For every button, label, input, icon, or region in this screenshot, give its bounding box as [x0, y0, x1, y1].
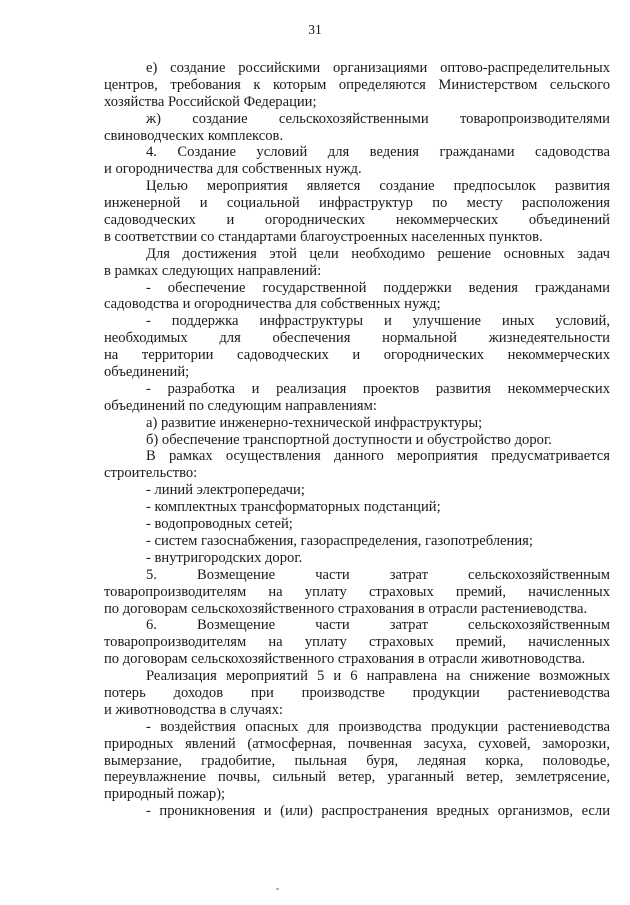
text-line: Для достижения этой цели необходимо решение основных задач [146, 245, 610, 262]
text-line: объединений; [104, 364, 190, 381]
text-line: товаропроизводителям на уплату страховых премий, начисленных [104, 634, 610, 651]
text-line: - водопроводных сетей; [146, 516, 293, 533]
text-line: 6. Возмещение части затрат сельскохозяйственным [146, 617, 610, 634]
text-line: - поддержка инфраструктуры и улучшение иных условий, [146, 313, 610, 330]
text-line: - внутригородских дорог. [146, 549, 303, 566]
text-line: а) развитие инженерно-технической инфраструктуры; [146, 414, 483, 431]
text-line: товаропроизводителям на уплату страховых премий, начисленных [104, 583, 610, 600]
text-line: садоводческих и огороднических некоммерческих объединений [104, 212, 610, 229]
text-line: е) создание российскими организациями оптово-распределительных [146, 60, 610, 76]
scan-artifact [276, 888, 279, 890]
text-line: - линий электропередачи; [146, 482, 305, 499]
document-body [104, 60, 610, 820]
text-line: - воздействия опасных для производства продукции растениеводства [146, 718, 610, 735]
text-line: в соответствии со стандартами благоустроенных населенных пунктов. [104, 228, 543, 245]
text-line: необходимых для обеспечения нормальной жизнедеятельности [104, 330, 610, 347]
text-line: свиноводческих комплексов. [104, 127, 284, 144]
text-line: в рамках следующих направлений: [104, 262, 322, 279]
text-line: на территории садоводческих и огороднических некоммерческих [104, 347, 610, 364]
text-line: по договорам сельскохозяйственного страхования в отрасли растениеводства. [104, 600, 588, 617]
text-line: В рамках осуществления данного мероприятия предусматривается [146, 448, 610, 465]
text-line: - разработка и реализация проектов развития некоммерческих [146, 380, 610, 397]
text-line: центров, требования к которым определяются Министерством сельского [104, 76, 610, 93]
text-line: - обеспечение государственной поддержки ведения гражданами [146, 279, 610, 296]
text-line: - комплектных трансформаторных подстанций; [146, 499, 441, 516]
text-line: объединений по следующим направлениям: [104, 397, 377, 414]
text-line: 4. Создание условий для ведения гражданами садоводства [146, 144, 610, 161]
text-line: и огородничества для собственных нужд. [104, 161, 362, 178]
text-line: природный пожар); [104, 786, 226, 803]
text-line: Реализация мероприятий 5 и 6 направлена на снижение возможных [146, 668, 610, 685]
text-line: строительство: [104, 465, 198, 482]
text-line: хозяйства Российской Федерации; [104, 93, 317, 110]
text-line: садоводства и огородничества для собственных нужд; [104, 296, 441, 313]
text-line: - систем газоснабжения, газораспределения, газопотребления; [146, 532, 533, 549]
text-line: потерь доходов при производстве продукции растениеводства [104, 684, 610, 701]
text-line: по договорам сельскохозяйственного страхования в отрасли животноводства. [104, 651, 586, 668]
text-line: инженерной и социальной инфраструктур по месту расположения [104, 195, 610, 212]
page-number: 31 [308, 22, 322, 37]
text-line: и животноводства в случаях: [104, 701, 283, 718]
text-line: б) обеспечение транспортной доступности и обустройство дорог. [146, 431, 552, 448]
text-line: переувлажнение почвы, сильный ветер, ураганный ветер, землетрясение, [104, 769, 610, 786]
text-line: - проникновения и (или) распространения вредных организмов, если [146, 803, 610, 820]
text-line: природных явлений (атмосферная, почвенная засуха, суховей, заморозки, [104, 735, 610, 752]
text-line: Целью мероприятия является создание предпосылок развития [146, 178, 610, 195]
text-line: ж) создание сельскохозяйственными товаропроизводителями [146, 110, 610, 127]
text-line: вымерзание, градобитие, пыльная буря, ледяная корка, половодье, [104, 752, 610, 769]
text-line: 5. Возмещение части затрат сельскохозяйственным [146, 566, 610, 583]
